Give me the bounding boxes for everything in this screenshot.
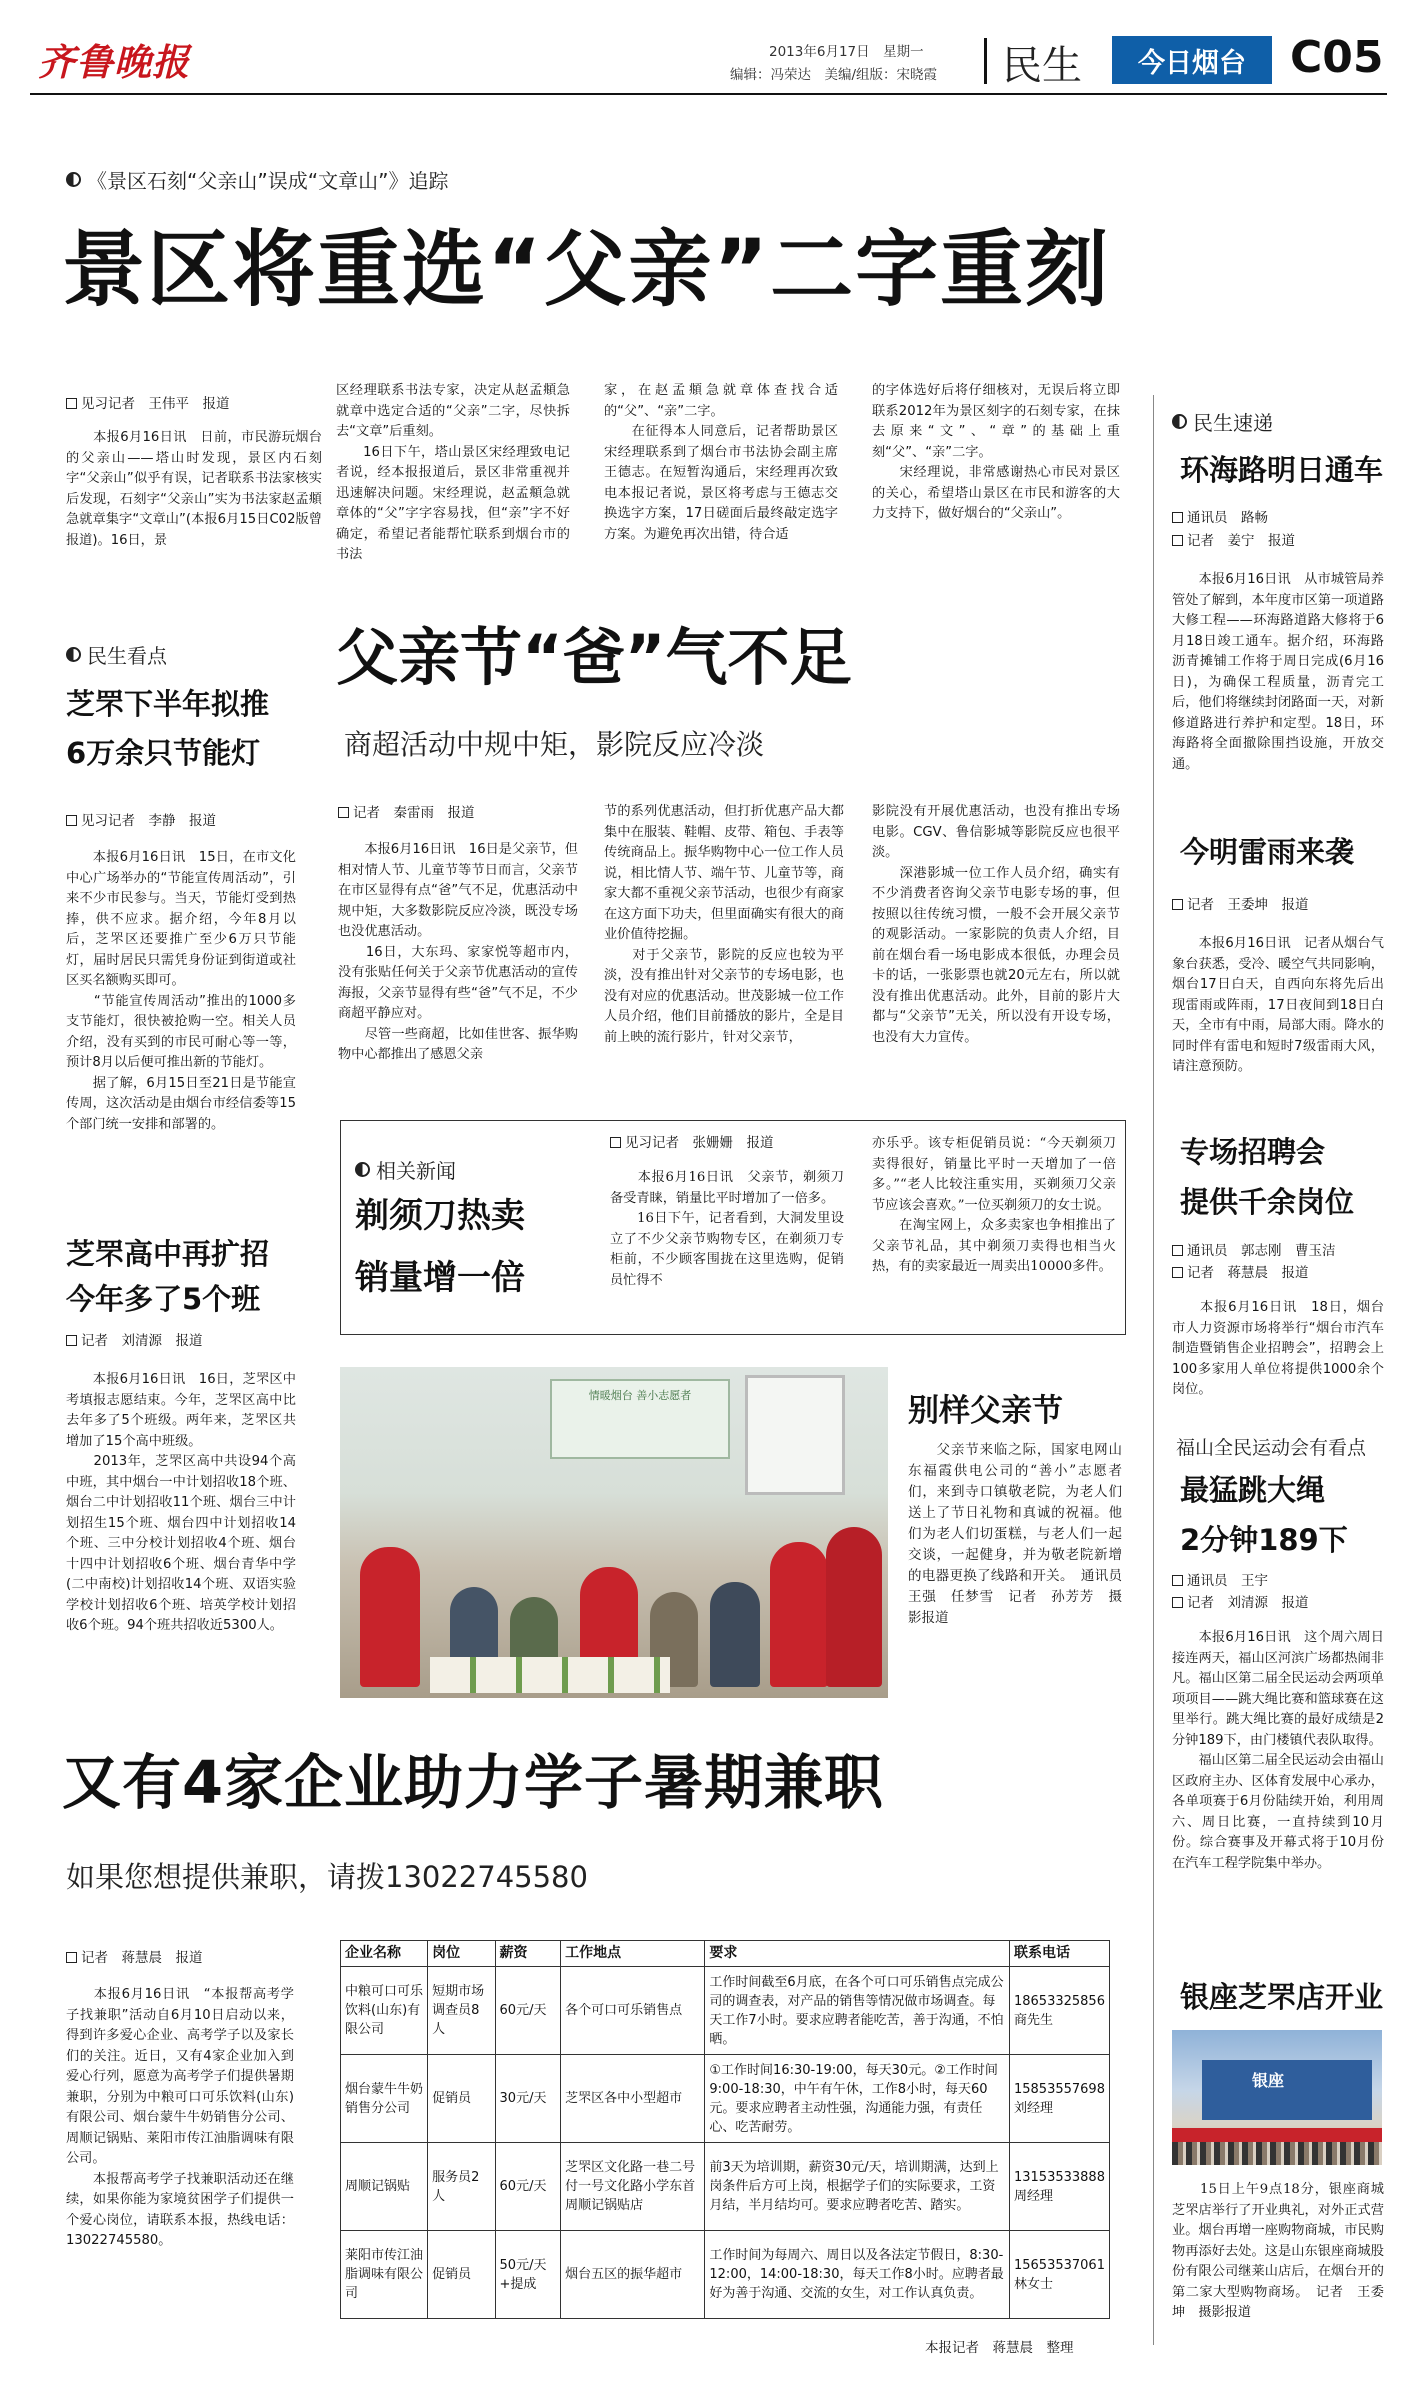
right-s4-byline-2: 记者 刘清源 报道 (1172, 1592, 1309, 1614)
header-rule (30, 93, 1387, 95)
left2-body: 本报6月16日讯 16日，芝罘区中考填报志愿结束。今年，芝罘区高中比去年多了5个班级。两年来，芝罘区共增加了15个高中班级。 2013年，芝罘区高中共设94个高中班，其中烟台一中计划招收18个班、烟台二中计划招收11个班、烟台三中计划招生15个班、烟台四中计划招收14个班、三中分校计划招收4个班、烟台十四中计划招收6个班、烟台青华中学(二中南校)计划招收14个班、双语实验学校计划招收6个班、培英学校计划招收6个班。94个班共招收近5300人。 (66, 1372, 296, 1633)
photo-elder-4 (710, 1582, 760, 1687)
kicker-half-circle-icon (1172, 414, 1187, 429)
right-column-rule (1153, 395, 1154, 2345)
mall-sign: 银座 (1252, 2071, 1285, 2090)
photo-volunteer-1 (360, 1547, 420, 1687)
right-s4-title-1: 最猛跳大绳 (1180, 1473, 1326, 1507)
lead-col-4: 的字体选好后将仔细核对，无误后将立即联系2012年为景区刻字的石刻专家，在抹去原来“文”、“章”的基础上重刻“父”、“亲”二字。 宋经理说，非常感谢热心市民对景区的关心，希望塔山景区在市民和游客的大力支持下，做好烟台的“父亲山”。 (872, 383, 1120, 521)
right-s1-byline-1: 通讯员 路畅 (1172, 507, 1268, 529)
shaver-title-2: 销量增一倍 (355, 1258, 525, 1298)
shaver-title-1: 剃须刀热卖 (355, 1196, 525, 1236)
lead-kicker (66, 165, 448, 194)
mall-building (1202, 2060, 1372, 2120)
cell: 短期市场调查员8人 (428, 1967, 495, 2055)
right-s2-title: 今明雷雨来袭 (1180, 835, 1355, 869)
left2-title-2: 今年多了5个班 (66, 1282, 261, 1316)
left1-title-1: 芝罘下半年拟推 (66, 687, 270, 721)
left1-title-2: 6万余只节能灯 (66, 736, 261, 770)
lead-col-2: 区经理联系书法专家，决定从赵孟頫急就章中选定合适的“父亲”二字，尽快拆去“文章”后重刻。 16日下午，塔山景区宋经理致电记者说，经本报报道后，景区非常重视并迅速解决问题。宋经理说，赵孟頫急就章体的“父”字字容易找，但“亲”字不好确定，希望记者能帮忙联系到烟台市的书法 (336, 383, 570, 562)
jobs-table (340, 1940, 1110, 2319)
right-s1-byline-2: 记者 姜宁 报道 (1172, 530, 1295, 552)
cell: 促销员 (428, 2231, 495, 2319)
cell: 烟台五区的振华超市 (561, 2231, 705, 2319)
photo-volunteer-4 (826, 1527, 882, 1687)
father-headline: 父亲节“爸”气不足 (336, 621, 852, 694)
lead-kicker-text: 《景区石刻“父亲山”误成“文章山”》追踪 (87, 169, 449, 193)
issue-date: 2013年6月17日 星期一 (769, 44, 924, 60)
cell: 15853557698 刘经理 (1009, 2055, 1109, 2143)
father-byline: 记者 秦雷雨 报道 (338, 802, 475, 824)
jobs-headline: 又有4家企业助力学子暑期兼职 (62, 1748, 885, 1817)
father-subtitle: 商超活动中规中矩，影院反应冷淡 (344, 728, 765, 761)
byline-square-icon (610, 1137, 621, 1148)
col-position: 岗位 (428, 1941, 495, 1967)
fathers-day-photo (340, 1367, 888, 1698)
edition-badge: 今日烟台 (1112, 36, 1272, 84)
cell: 工作时间截至6月底，在各个可口可乐销售点完成公司的调查表，对产品的销售等情况做市场调查。每天工作7小时。要求应聘者能吃苦，善于沟通，不怕晒。 (705, 1967, 1010, 2055)
lead-col-3: 家，在赵孟頫急就章体查找合适的“父”、“亲”二字。 在征得本人同意后，记者帮助景区宋经理联系到了烟台市书法协会副主席王德志。在短暂沟通后，宋经理再次致电本报记者说，景区将考虑与王德志交换选字方案，17日磋面后最终敲定选字方案。为避免再次出错，待合适 (604, 383, 838, 542)
byline-square-icon (1172, 1245, 1183, 1256)
right-s3-body: 本报6月16日讯 18日，烟台市人力资源市场将举行“烟台市汽车制造暨销售企业招聘会”，招聘会上100多家用人单位将提供1000余个岗位。 (1172, 1300, 1384, 1397)
table-row (341, 2055, 1110, 2143)
table-row (341, 2143, 1110, 2231)
photo-window (745, 1375, 845, 1495)
right-s3-byline-1: 通讯员 郭志刚 曹玉洁 (1172, 1240, 1336, 1262)
photo-volunteer-3 (770, 1542, 828, 1687)
cell: 60元/天 (495, 1967, 561, 2055)
right-s2-body: 本报6月16日讯 记者从烟台气象台获悉，受冷、暖空气共同影响，烟台17日白天，自西向东将先后出现雷雨或阵雨，17日夜间到18日白天，全市有中雨，局部大雨。降水的同时伴有雷电和短时7级雷雨大风，请注意预防。 (1172, 936, 1384, 1074)
byline-square-icon (1172, 1597, 1183, 1608)
byline-square-icon (66, 815, 77, 826)
cell: 18653325856 商先生 (1009, 1967, 1109, 2055)
right-s4-kicker: 福山全民运动会有看点 (1176, 1437, 1367, 1459)
byline-square-icon (1172, 1267, 1183, 1278)
photo-story-title: 别样父亲节 (908, 1393, 1063, 1429)
photo-gift-boxes (430, 1657, 670, 1693)
header-divider (984, 38, 987, 84)
byline-square-icon (338, 807, 349, 818)
mall-red-carpet (1172, 2128, 1382, 2142)
father-col-3: 影院没有开展优惠活动，也没有推出专场电影。CGV、鲁信影城等影院反应也很平淡。 深港影城一位工作人员介绍，确实有不少消费者咨询父亲节电影专场的事，但按照以往传统习惯，一般不会开展父亲节的观影活动。一家影院的负责人介绍，目前在烟台看一场电影成本很低，办理会员卡的话，一张影票也就20元左右，所以就没有推出优惠活动。此外，目前的影片大都与“父亲节”无关，所以没有开设专场，也没有大力宣传。 (872, 804, 1120, 1045)
jobs-table-header (341, 1941, 1110, 1967)
shaver-col-1: 本报6月16日讯 父亲节，剃须刀备受青睐，销量比平时增加了一倍多。 16日下午，记者看到，大洞发里设立了不少父亲节购物专区，在剃须刀专柜前，不少顾客围拢在这里选购，促销员忙得不 (610, 1170, 844, 1288)
right-kicker (1172, 407, 1273, 436)
jobs-subtitle: 如果您想提供兼职，请拨13022745580 (66, 1860, 588, 1894)
cell: 15653537061 林女士 (1009, 2231, 1109, 2319)
right-s4-byline-1: 通讯员 王宇 (1172, 1570, 1268, 1592)
right-kicker-text: 民生速递 (1193, 411, 1273, 435)
father-col-1: 本报6月16日讯 16日是父亲节，但相对情人节、儿童节等节日而言，父亲节在市区显得有点“爸”气不足，优惠活动中规中矩，大多数影院反应冷淡，既没专场也没优惠活动。 16日，大东玛、家家悦等超市内，没有张贴任何关于父亲节优惠活动的宣传海报，父亲节显得有些“爸”气不足，不少商超平静应对。 尽管一些商超，比如佳世客、振华购物中心都推出了感恩父亲 (338, 842, 578, 1062)
cell: 莱阳市传江油脂调味有限公司 (341, 2231, 428, 2319)
cell: 周顺记锅贴 (341, 2143, 428, 2231)
col-company: 企业名称 (341, 1941, 428, 1967)
right-s4-body: 本报6月16日讯 这个周六周日接连两天，福山区河滨广场都热闹非凡。福山区第二届全民运动会两项单项项目——跳大绳比赛和篮球赛在这里举行。跳大绳比赛的最好成绩是2分钟189下，由门楼镇代表队取得。 福山区第二届全民运动会由福山区政府主办、区体育发展中心承办，各单项赛于6月份陆续开始，利用周六、周日比赛，一直持续到10月份。综合赛事及开幕式将于10月份在汽车工程学院集中举办。 (1172, 1630, 1384, 1871)
byline-square-icon (66, 1952, 77, 1963)
col-location: 工作地点 (561, 1941, 705, 1967)
byline-square-icon (1172, 1575, 1183, 1586)
editors-line: 编辑：冯荣达 美编/组版：宋晓霞 (730, 67, 938, 83)
byline-square-icon (1172, 512, 1183, 523)
right-s3-byline-2: 记者 蒋慧晨 报道 (1172, 1262, 1309, 1284)
cell: 各个可口可乐销售点 (561, 1967, 705, 2055)
photo-caption: 父亲节来临之际，国家电网山东福霞供电公司的“善小”志愿者们，来到寺口镇敬老院，为老人们送上了节日礼物和真诚的祝福。他们为老人们切蛋糕，与老人们一起交谈，一起健身，并为敬老院新增的电器更换了线路和开关。 通讯员 王强 任梦雪 记者 孙芳芳 摄影报道 (908, 1442, 1136, 1626)
kicker-half-circle-icon (66, 172, 81, 187)
cell: 服务员2人 (428, 2143, 495, 2231)
jobs-body: 本报6月16日讯 “本报帮高考学子找兼职”活动自6月10日启动以来，得到许多爱心企业、高考学子以及家长们的关注。近日，又有4家企业加入到爱心行列，愿意为高考学子们提供暑期兼职，分别为中粮可口可乐饮料(山东)有限公司、烟台蒙牛牛奶销售分公司、周顺记锅贴、莱阳市传江油脂调味有限公司。 本报帮高考学子找兼职活动还在继续，如果你能为家境贫困学子们提供一个爱心岗位，请联系本报，热线电话：13022745580。 (66, 1987, 294, 2248)
cell: 芝罘区文化路一巷二号付一号文化路小学东首周顺记锅贴店 (561, 2143, 705, 2231)
lead-byline: 见习记者 王伟平 报道 (66, 393, 230, 415)
masthead: 齐鲁晚报 (38, 40, 190, 84)
kicker-half-circle-icon (355, 1162, 370, 1177)
col-phone: 联系电话 (1009, 1941, 1109, 1967)
right-s1-body: 本报6月16日讯 从市城管局养管处了解到，本年度市区第一项道路大修工程——环海路道路大修将于6月18日竣工通车。据介绍，环海路沥青摊铺工作将于周日完成(6月16日)，为确保工程质量，沥青完工后，他们将继续封闭路面一天，对新修道路进行养护和定型。18日，环海路将全面撤除围挡设施，开放交通。 (1172, 572, 1384, 772)
cell: 50元/天+提成 (495, 2231, 561, 2319)
right-s2-byline: 记者 王委坤 报道 (1172, 894, 1309, 916)
byline-square-icon (66, 398, 77, 409)
byline-square-icon (1172, 899, 1183, 910)
cell: 30元/天 (495, 2055, 561, 2143)
right-s3-title-2: 提供千余岗位 (1180, 1185, 1355, 1219)
shaver-col-2: 亦乐乎。该专柜促销员说：“今天剃须刀卖得很好，销量比平时一天增加了一倍多。”“老人比较注重实用，买剃须刀父亲节应该会喜欢。”一位买剃须刀的女士说。 在淘宝网上，众多卖家也争相推出了父亲节礼品，其中剃须刀卖得也相当火热，有的卖家最近一周卖出10000多件。 (872, 1136, 1116, 1274)
left2-title-1: 芝罘高中再扩招 (66, 1237, 270, 1271)
right-s5-title: 银座芝罘店开业 (1180, 1980, 1384, 2014)
jobs-byline: 记者 蒋慧晨 报道 (66, 1947, 203, 1969)
left1-kicker (66, 640, 167, 669)
lead-col-1: 本报6月16日讯 日前，市民游玩烟台的父亲山——塔山时发现，景区内石刻字“父亲山”似乎有误，记者联系书法家核实后发现，石刻字“父亲山”实为书法家赵孟頫急就章集字“文章山”(本报6月15日C02版曾报道)。16日，景 (66, 430, 322, 548)
section-name: 民生 (1002, 43, 1082, 89)
father-col-2: 节的系列优惠活动，但打折优惠产品大都集中在服装、鞋帽、皮带、箱包、手表等传统商品上。振华购物中心一位工作人员说，相比情人节、端午节、儿童节等，商家大都不重视父亲节活动，也很少有商家在这方面下功夫，但里面确实有很大的商业价值待挖掘。 对于父亲节，影院的反应也较为平淡，没有推出针对父亲节的专场电影，也没有对应的优惠活动。世茂影城一位工作人员介绍，他们目前播放的影片，全是目前上映的流行影片，针对父亲节， (604, 804, 844, 1045)
cell: 前3天为培训期，薪资30元/天，培训期满，达到上岗条件后方可上岗，根据学子们的实际要求，工资月结，半月结均可。要求应聘者吃苦、踏实。 (705, 2143, 1010, 2231)
right-s1-title: 环海路明日通车 (1180, 453, 1384, 487)
kicker-half-circle-icon (66, 647, 81, 662)
left1-byline: 见习记者 李静 报道 (66, 810, 216, 832)
table-row (341, 1967, 1110, 2055)
lead-headline: 景区将重选“父亲”二字重刻 (62, 221, 1111, 318)
cell: 13153533888 周经理 (1009, 2143, 1109, 2231)
cell: 60元/天 (495, 2143, 561, 2231)
photo-banner: 情暖烟台 善小志愿者 (550, 1379, 730, 1459)
left2-byline: 记者 刘清源 报道 (66, 1330, 203, 1352)
right-s5-caption: 15日上午9点18分，银座商城芝罘店举行了开业典礼，对外正式营业。烟台再增一座购物商城，市民购物再添好去处。这是山东银座商城股份有限公司继莱山店后，在烟台开的第二家大型购物商场。 记者 王委坤 摄影报道 (1172, 2182, 1384, 2320)
shaver-kicker-text: 相关新闻 (376, 1159, 456, 1183)
cell: 芝罘区各中小型超市 (561, 2055, 705, 2143)
cell: 中粮可口可乐饮料(山东)有限公司 (341, 1967, 428, 2055)
left1-kicker-text: 民生看点 (87, 644, 167, 668)
table-row (341, 2231, 1110, 2319)
byline-square-icon (66, 1335, 77, 1346)
mall-crowd (1172, 2142, 1382, 2165)
cell: 促销员 (428, 2055, 495, 2143)
cell: 工作时间为每周六、周日以及各法定节假日，8:30-12:00，14:00-18:30，每天工作8小时。应聘者最好为善于沟通、交流的女生，对工作认真负责。 (705, 2231, 1010, 2319)
page-number: C05 (1290, 32, 1384, 83)
right-s4-title-2: 2分钟189下 (1180, 1523, 1348, 1557)
cell: 烟台蒙牛牛奶销售分公司 (341, 2055, 428, 2143)
left1-body: 本报6月16日讯 15日，在市文化中心广场举办的“节能宣传周活动”，引来不少市民参与。当天，节能灯受到热捧，供不应求。据介绍，今年8月以后，芝罘区还要推广至少6万只节能灯，届时居民只需凭身份证到街道或社区买名额购买即可。 “节能宣传周活动”推出的1000多支节能灯，很快被抢购一空。相关人员介绍，没有买到的市民可耐心等一等，预计8月以后便可推出新的节能灯。 据了解，6月15日至21日是节能宣传周，这次活动是由烟台市经信委等15个部门统一安排和部署的。 (66, 850, 296, 1132)
col-requirements: 要求 (705, 1941, 1010, 1967)
byline-square-icon (1172, 535, 1183, 546)
mall-photo (1172, 2030, 1382, 2165)
right-s3-title-1: 专场招聘会 (1180, 1135, 1326, 1169)
col-salary: 薪资 (495, 1941, 561, 1967)
cell: ①工作时间16:30-19:00，每天30元。②工作时间9:00-18:30，中午有午休，工作8小时，每天60元。要求应聘者主动性强，沟通能力强，有责任心、吃苦耐劳。 (705, 2055, 1010, 2143)
jobs-footer: 本报记者 蒋慧晨 整理 (925, 2340, 1074, 2356)
shaver-kicker (355, 1155, 456, 1184)
shaver-byline: 见习记者 张姗姗 报道 (610, 1132, 774, 1154)
